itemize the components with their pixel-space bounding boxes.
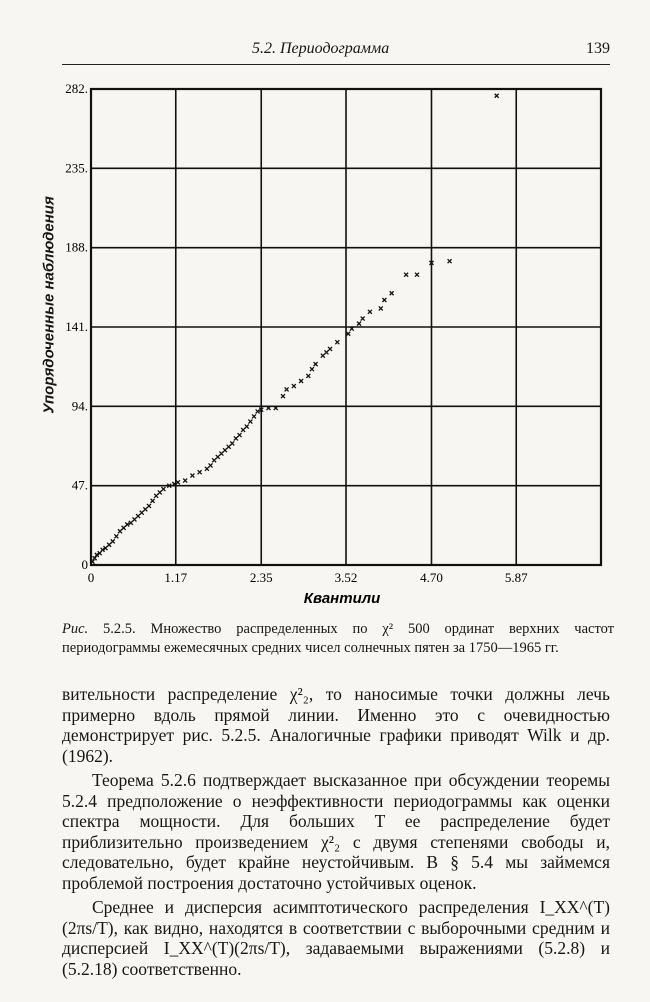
data-point bbox=[285, 387, 289, 391]
data-point bbox=[379, 306, 383, 310]
data-point bbox=[205, 467, 209, 471]
data-point bbox=[299, 379, 303, 383]
data-point bbox=[245, 425, 249, 429]
data-point bbox=[281, 394, 285, 398]
body-text bbox=[62, 684, 610, 979]
data-point bbox=[390, 291, 394, 295]
section-title: 5.2. Периодограмма bbox=[252, 40, 390, 57]
data-point bbox=[328, 347, 332, 351]
data-point bbox=[93, 556, 97, 560]
y-tick-label: 235. bbox=[65, 160, 88, 176]
y-tick-label: 47. bbox=[71, 477, 88, 493]
x-tick-label: 1.17 bbox=[164, 570, 188, 585]
data-point bbox=[151, 499, 155, 503]
data-point bbox=[234, 436, 238, 440]
data-point bbox=[140, 511, 144, 515]
data-point bbox=[223, 448, 227, 452]
data-point bbox=[382, 298, 386, 302]
data-point bbox=[335, 340, 339, 344]
data-point bbox=[190, 474, 194, 478]
data-point bbox=[292, 384, 296, 388]
data-point bbox=[161, 487, 165, 491]
data-point bbox=[158, 490, 162, 494]
page-number: 139 bbox=[586, 40, 610, 57]
data-point bbox=[368, 310, 372, 314]
data-point bbox=[114, 534, 118, 538]
x-tick-label: 0 bbox=[87, 570, 95, 585]
data-point bbox=[321, 354, 325, 358]
paragraph-3: Среднее и дисперсия асимптотического распределения I_XX^(T)(2πs/T), как видно, находятся в соответствии с выборочными средним и дисперсией I_XX^(T)(2πs/T), задаваемыми выражениями (5.2.8) и (5.2.18) соответственно. bbox=[62, 897, 610, 979]
data-point bbox=[357, 322, 361, 326]
paragraph-1: вительности распределение χ²₂, то наносимые точки должны лечь примерно вдоль прямой линии. Именно это с очевидностью демонстрирует рис. 5.2.5. Аналогичные графики приводят Wilk и др. (1962). bbox=[62, 684, 610, 766]
data-point bbox=[118, 529, 122, 533]
data-point bbox=[361, 317, 365, 321]
data-point bbox=[122, 526, 126, 530]
data-point bbox=[154, 494, 158, 498]
data-point bbox=[136, 514, 140, 518]
data-point bbox=[107, 543, 111, 547]
y-tick-label: 94. bbox=[71, 398, 88, 414]
data-point bbox=[183, 479, 187, 483]
data-point bbox=[324, 350, 328, 354]
data-point bbox=[230, 441, 234, 445]
x-axis-label: Квантили bbox=[303, 590, 381, 607]
data-point bbox=[314, 362, 318, 366]
x-tick-label: 2.35 bbox=[249, 570, 273, 585]
data-point bbox=[132, 517, 136, 521]
data-point bbox=[111, 539, 115, 543]
data-point bbox=[495, 94, 499, 98]
data-point bbox=[404, 273, 408, 277]
quantile-chart bbox=[0, 70, 650, 610]
data-point bbox=[415, 273, 419, 277]
figure-caption bbox=[62, 620, 614, 658]
x-tick-label: 3.52 bbox=[334, 570, 358, 585]
caption-text: 5.2.5. Множество распределенных по χ² 500 ординат верхних частот периодограммы ежемесячных средних чисел солнечных пятен за 1750—1965 гг. bbox=[62, 621, 614, 656]
data-point bbox=[310, 367, 314, 371]
data-point bbox=[209, 463, 213, 467]
running-header bbox=[62, 38, 610, 65]
y-tick-label: 282. bbox=[65, 81, 88, 96]
data-point bbox=[198, 470, 202, 474]
y-tick-label: 0 bbox=[81, 557, 88, 572]
data-point bbox=[448, 259, 452, 263]
y-axis-label: Упорядоченные наблюдения bbox=[40, 196, 58, 414]
y-tick-label: 141. bbox=[65, 319, 88, 334]
data-point bbox=[143, 507, 147, 511]
caption-label: Рис. bbox=[62, 621, 89, 637]
data-point bbox=[147, 504, 151, 508]
data-point bbox=[238, 433, 242, 437]
x-tick-label: 4.70 bbox=[420, 570, 443, 585]
data-point bbox=[248, 420, 252, 424]
y-tick-label: 188. bbox=[65, 239, 88, 255]
data-point bbox=[241, 428, 245, 432]
data-point bbox=[227, 445, 231, 449]
data-point bbox=[216, 455, 220, 459]
data-point bbox=[306, 374, 310, 378]
x-tick-label: 5.87 bbox=[504, 570, 528, 585]
data-point bbox=[212, 458, 216, 462]
data-point bbox=[219, 452, 223, 456]
data-point bbox=[252, 414, 256, 418]
paragraph-2: Теорема 5.2.6 подтверждает высказанное при обсуждении теоремы 5.2.4 предположение о неэффективности периодограммы как оценки спектра мощности. Для больших T ее распределение будет приблизительно произведением χ²₂ с двумя степенями свободы и, следовательно, будет крайне неустойчивым. В § 5.4 мы займемся проблемой построения достаточно устойчивых оценок. bbox=[62, 770, 610, 893]
